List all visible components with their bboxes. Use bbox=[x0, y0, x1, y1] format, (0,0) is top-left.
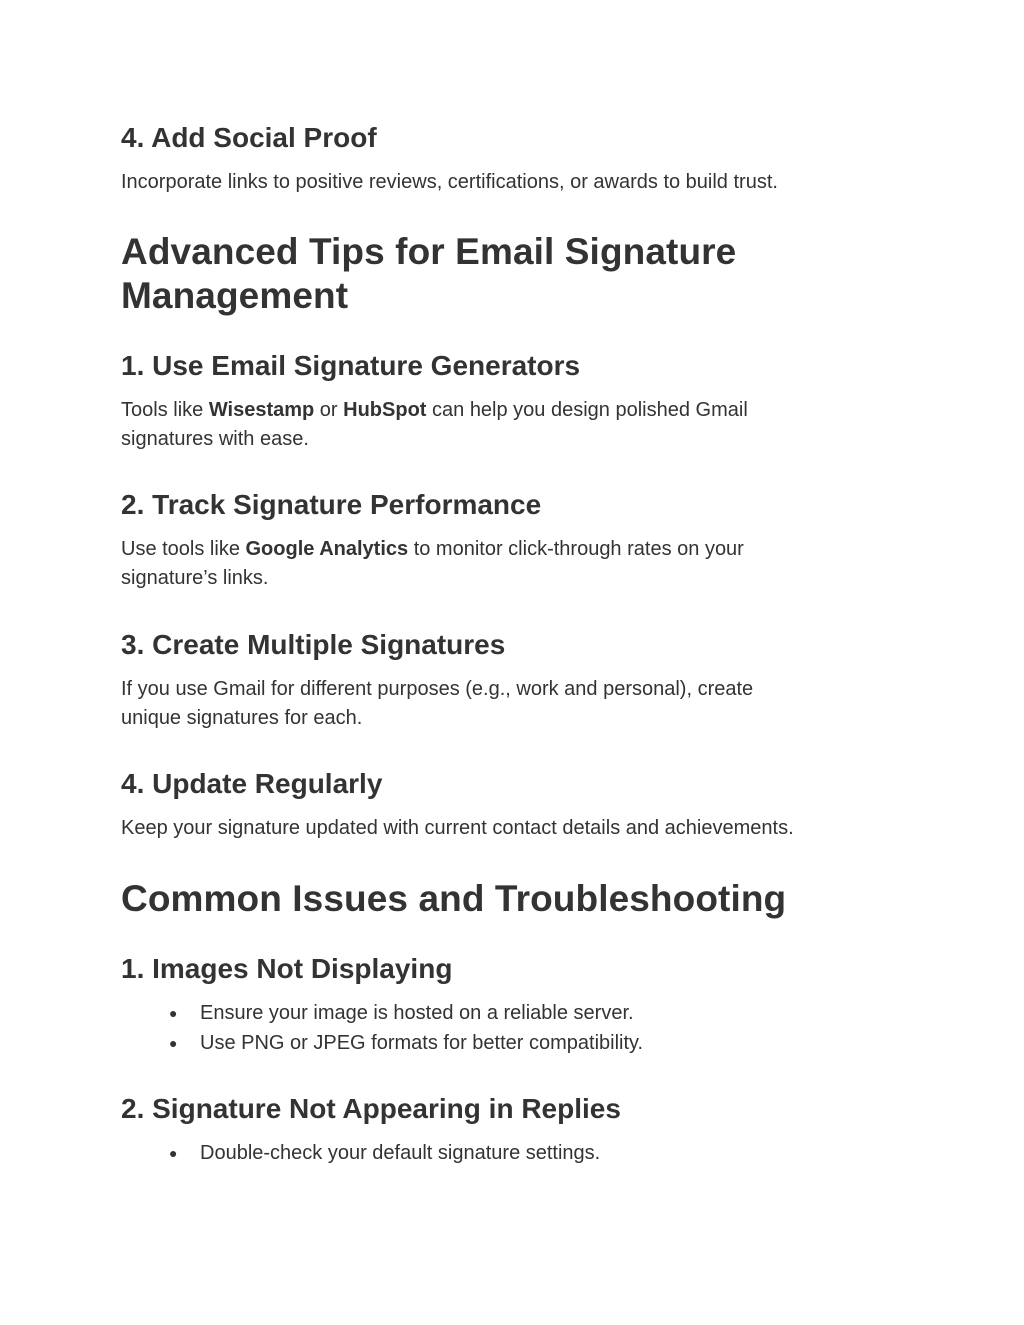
heading-images-not-displaying: 1. Images Not Displaying bbox=[121, 953, 453, 984]
heading-multiple-signatures: 3. Create Multiple Signatures bbox=[121, 629, 506, 660]
paragraph-multiple-signatures bbox=[121, 675, 881, 733]
list-item-text: Double-check your default signature settings. bbox=[200, 1142, 601, 1164]
list-item bbox=[121, 1028, 881, 1058]
list-item bbox=[121, 1138, 881, 1168]
text-fragment: to monitor click-through rates on your bbox=[408, 538, 744, 560]
heading-update-regularly: 4. Update Regularly bbox=[121, 768, 383, 799]
heading-advanced-tips-line1: Advanced Tips for Email Signature bbox=[121, 231, 737, 272]
text-fragment: signature’s links. bbox=[121, 567, 269, 589]
heading-track-performance: 2. Track Signature Performance bbox=[121, 489, 542, 520]
text-fragment: signatures with ease. bbox=[121, 428, 309, 450]
bullet-icon: ● bbox=[169, 1035, 178, 1051]
heading-common-issues: Common Issues and Troubleshooting bbox=[121, 878, 787, 919]
bold-google-analytics: Google Analytics bbox=[245, 538, 409, 560]
heading-advanced-tips bbox=[121, 230, 881, 318]
list-item bbox=[121, 998, 881, 1028]
heading-signature-generators: 1. Use Email Signature Generators bbox=[121, 350, 581, 381]
text-fragment: or bbox=[314, 399, 344, 421]
bullet-icon: ● bbox=[169, 1005, 178, 1021]
paragraph-update-regularly: Keep your signature updated with current contact details and achievements. bbox=[121, 817, 794, 839]
text-fragment: If you use Gmail for different purposes (e.g., work and personal), create bbox=[121, 678, 754, 700]
text-fragment: can help you design polished Gmail bbox=[426, 399, 748, 421]
text-fragment: Use tools like bbox=[121, 538, 246, 560]
bold-hubspot: HubSpot bbox=[343, 399, 427, 421]
text-fragment: unique signatures for each. bbox=[121, 707, 363, 729]
heading-advanced-tips-line2: Management bbox=[121, 275, 349, 316]
paragraph-social-proof: Incorporate links to positive reviews, certifications, or awards to build trust. bbox=[121, 171, 778, 193]
list-item-text: Use PNG or JPEG formats for better compatibility. bbox=[200, 1032, 644, 1054]
bullet-icon: ● bbox=[169, 1145, 178, 1161]
paragraph-track-performance bbox=[121, 535, 881, 593]
heading-add-social-proof: 4. Add Social Proof bbox=[121, 122, 377, 153]
list-signature-not-appearing bbox=[121, 1138, 881, 1168]
bold-wisestamp: Wisestamp bbox=[208, 399, 315, 421]
paragraph-signature-generators bbox=[121, 396, 881, 454]
list-item-text: Ensure your image is hosted on a reliable server. bbox=[200, 1002, 634, 1024]
list-images-not-displaying bbox=[121, 998, 881, 1058]
heading-signature-not-appearing: 2. Signature Not Appearing in Replies bbox=[121, 1093, 621, 1124]
text-fragment: Tools like bbox=[121, 399, 209, 421]
